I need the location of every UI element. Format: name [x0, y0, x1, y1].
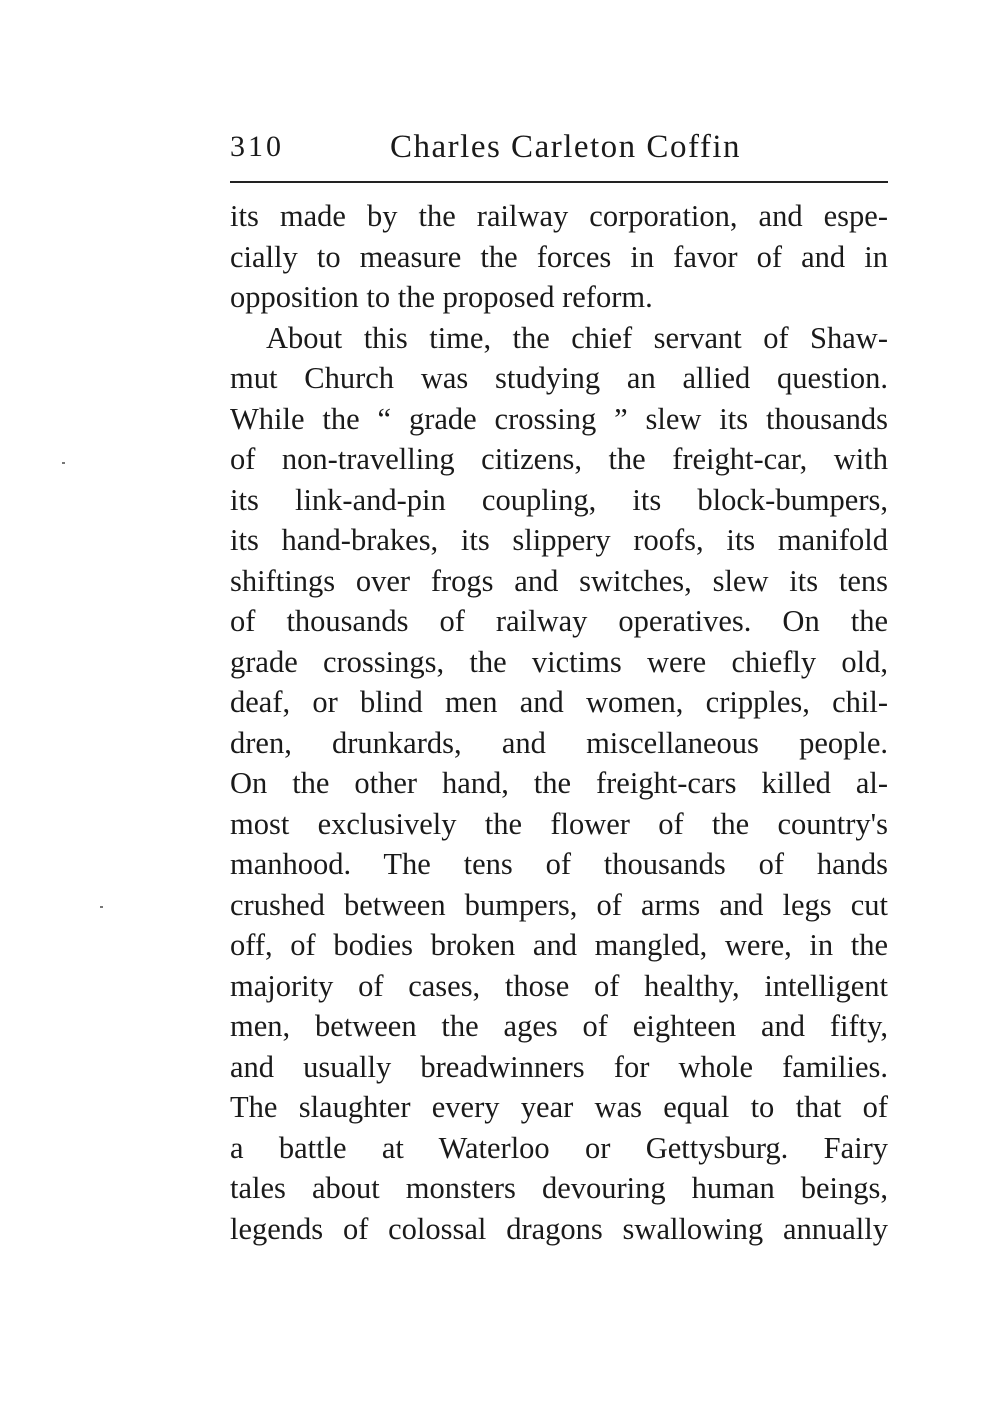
text-line: crushed between bumpers, of arms and legs cut — [230, 887, 888, 922]
text-line: shiftings over frogs and switches, slew its tens — [230, 563, 888, 598]
text-line: its hand-brakes, its slippery roofs, its manifold — [230, 523, 888, 557]
text-line: its link-and-pin coupling, its block-bumpers, — [230, 482, 888, 517]
text-line: The slaughter every year was equal to that of — [230, 1090, 888, 1124]
text-line: men, between the ages of eighteen and fifty, — [230, 1009, 888, 1043]
text-line: off, of bodies broken and mangled, were, in the — [230, 928, 888, 962]
text-line: mut Church was studying an allied question. — [230, 361, 888, 395]
text-line: On the other hand, the freight-cars killed al- — [230, 766, 888, 800]
scan-speck — [100, 906, 103, 908]
text-line: deaf, or blind men and women, cripples, chil- — [230, 685, 888, 719]
text-line: dren, drunkards, and miscellaneous people. — [230, 725, 888, 760]
text-line: legends of colossal dragons swallowing annually — [230, 1211, 888, 1246]
text-line: tales about monsters devouring human beings, — [230, 1171, 888, 1205]
text-line: cially to measure the forces in favor of and in — [230, 239, 888, 274]
running-head: Charles Carleton Coffin — [390, 129, 741, 165]
text-line: a battle at Waterloo or Gettysburg. Fairy — [230, 1130, 888, 1165]
header-rule — [230, 181, 888, 183]
text-line: majority of cases, those of healthy, intelligent — [230, 968, 888, 1003]
text-line: its made by the railway corporation, and espe- — [230, 199, 888, 233]
text-line: of thousands of railway operatives. On the — [230, 604, 888, 638]
text-line: of non-travelling citizens, the freight-car, with — [230, 442, 888, 476]
text-line: most exclusively the flower of the country's — [230, 806, 888, 841]
page-number: 310 — [230, 130, 284, 163]
text-line: About this time, the chief servant of Shaw- — [266, 320, 888, 355]
text-line: opposition to the proposed reform. — [230, 280, 653, 314]
page-header — [230, 124, 888, 174]
body-text — [230, 196, 888, 1249]
scan-speck — [62, 462, 65, 464]
text-line: manhood. The tens of thousands of hands — [230, 847, 888, 881]
text-line: While the “ grade crossing ” slew its thousands — [230, 401, 888, 436]
text-line: and usually breadwinners for whole families. — [230, 1049, 888, 1084]
text-line: grade crossings, the victims were chiefly old, — [230, 644, 888, 679]
